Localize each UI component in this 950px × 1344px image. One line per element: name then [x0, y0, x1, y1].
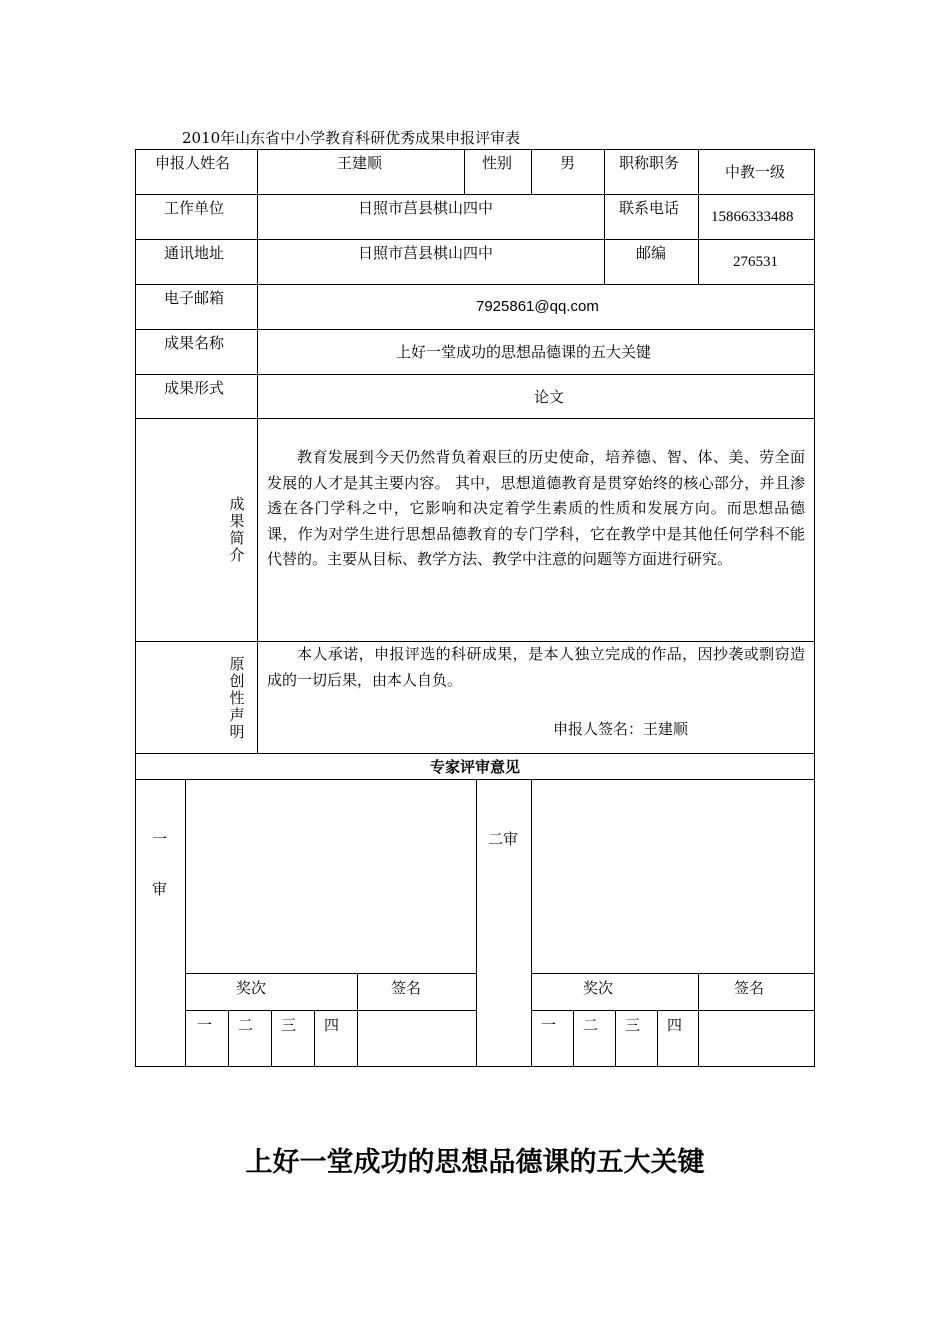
review1-award-1: 一 — [197, 1016, 213, 1034]
review1-label-char1: 一 — [152, 830, 168, 848]
review1-label-char2: 审 — [152, 880, 168, 898]
review1-sign-label: 签名 — [391, 979, 422, 997]
summary-text: 教育发展到今天仍然背负着艰巨的历史使命，培养德、智、体、美、劳全面发展的人才是其主要内容。 其中，思想道德教育是贯穿始终的核心部分，并且渗透在各门学科之中，它影响和决定着学生素质的性质和发展方向。而思想品德课，作为对学生进行思想品德教育的专门学科，它在教学中是其他任何学科不能代替的。主要从目标、教学方法、教学中注意的问题等方面进行研究。 — [267, 448, 805, 568]
result-name-value: 上好一堂成功的思想品德课的五大关键 — [396, 343, 652, 361]
originality-label: 原创性声明 — [229, 655, 245, 741]
phone-value: 15866333488 — [711, 209, 794, 225]
review1-award-4: 四 — [324, 1016, 340, 1034]
review2-award-2: 二 — [583, 1016, 599, 1034]
unit-label: 工作单位 — [164, 199, 225, 217]
review2-award-label: 奖次 — [583, 979, 614, 997]
email-label: 电子邮箱 — [164, 289, 225, 307]
review2-award-3: 三 — [625, 1016, 641, 1034]
address-value: 日照市莒县棋山四中 — [358, 244, 494, 262]
form-caption: 2010年山东省中小学教育科研优秀成果申报评审表 — [182, 129, 521, 147]
applicant-label: 申报人姓名 — [155, 154, 231, 172]
result-name-label: 成果名称 — [164, 334, 225, 352]
unit-value: 日照市莒县棋山四中 — [358, 199, 494, 217]
review1-award-3: 三 — [281, 1016, 297, 1034]
article-title: 上好一堂成功的思想品德课的五大关键 — [245, 1147, 705, 1178]
applicant-signature: 申报人签名：王建顺 — [553, 720, 689, 738]
summary-label: 成果简介 — [229, 495, 245, 564]
result-form-value: 论文 — [534, 388, 565, 406]
expert-review-header: 专家评审意见 — [429, 758, 520, 776]
postcode-value: 276531 — [733, 254, 778, 270]
result-form-label: 成果形式 — [164, 379, 225, 397]
review2-sign-label: 签名 — [734, 979, 765, 997]
review1-award-label: 奖次 — [236, 979, 267, 997]
address-label: 通讯地址 — [164, 244, 225, 262]
review2-label: 二审 — [488, 830, 519, 848]
email-value: 7925861@qq.com — [476, 298, 599, 315]
phone-label: 联系电话 — [619, 199, 680, 217]
review2-award-1: 一 — [541, 1016, 557, 1034]
title-label: 职称职务 — [619, 154, 680, 172]
title-value: 中教一级 — [725, 163, 786, 181]
originality-text: 本人承诺，申报评选的科研成果，是本人独立完成的作品，因抄袭或剽窃造成的一切后果，由本人自负。 — [267, 645, 805, 689]
gender-value: 男 — [560, 154, 576, 172]
postcode-label: 邮编 — [636, 244, 667, 262]
review1-award-2: 二 — [238, 1016, 254, 1034]
review2-award-4: 四 — [667, 1016, 683, 1034]
gender-label: 性别 — [482, 154, 513, 172]
applicant-value: 王建顺 — [337, 154, 383, 172]
